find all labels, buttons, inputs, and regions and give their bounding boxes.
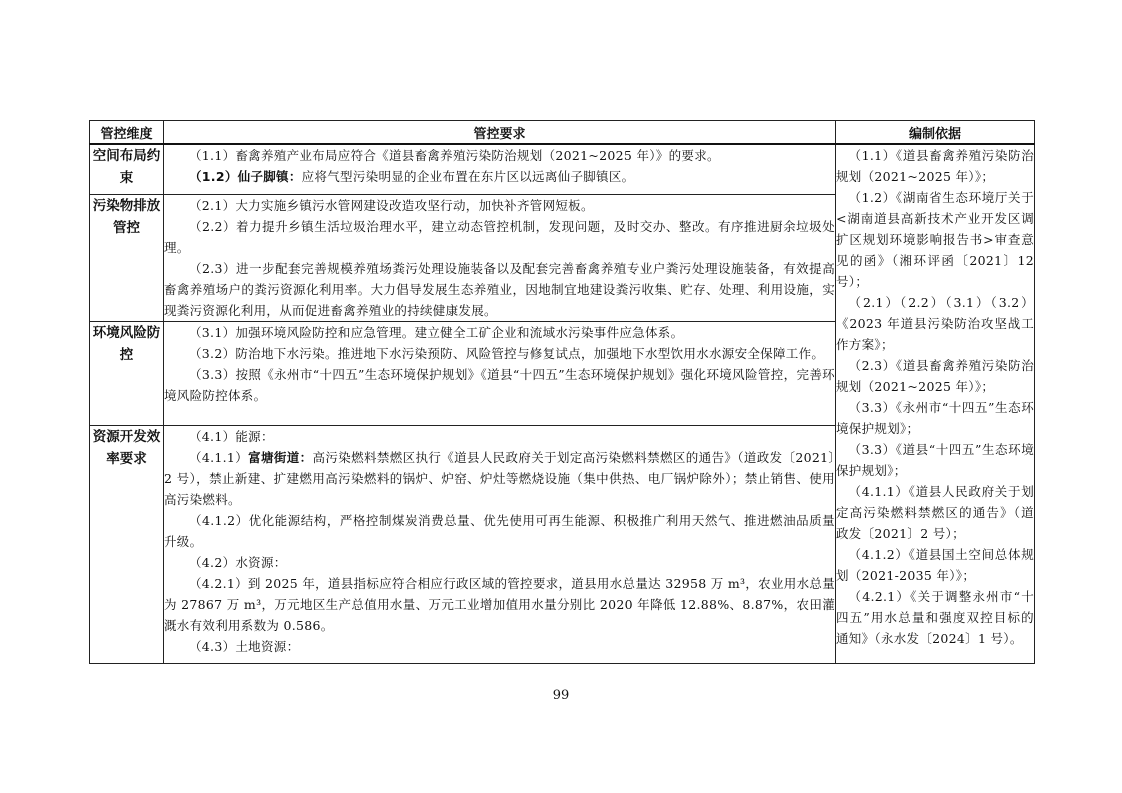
requirement-paragraph: （2.1）大力实施乡镇污水管网建设改造攻坚行动，加快补齐管网短板。 — [189, 197, 594, 213]
header-dimension: 管控维度 — [90, 121, 164, 145]
basis-item: （1.1）《道县畜禽养殖污染防治规划（2021~2025 年）》； — [836, 148, 1034, 184]
requirement-paragraph: （1.1）畜禽养殖产业布局应符合《道县畜禽养殖污染防治规划（2021~2025 年）》的要求。 — [189, 148, 720, 163]
requirement-cell — [164, 194, 836, 321]
table-row — [90, 144, 1035, 194]
requirement-paragraph: （4.2.1）到 2025 年，道县指标应符合相应行政区域的管控要求，道县用水总量达 32958 万 m³，农业用水总量为 27867 万 m³，万元地区生产总值用水量、万元工业增加值用水量分别比 2020 年降低 12.88%、8.87%，农田灌溉水有效利用系数为 0.586。 — [164, 575, 835, 633]
requirement-paragraph: （3.2）防治地下水污染。推进地下水污染预防、风险管控与修复试点，加强地下水型饮用水水源安全保障工作。 — [189, 345, 825, 361]
header-basis: 编制依据 — [836, 121, 1035, 145]
dimension-cell: 资源开发效率要求 — [90, 425, 164, 663]
requirement-paragraph: （3.1）加强环境风险防控和应急管理。建立健全工矿企业和流域水污染事件应急体系。 — [189, 324, 684, 340]
dimension-cell: 污染物排放管控 — [90, 194, 164, 321]
requirement-cell — [164, 425, 836, 663]
header-requirement: 管控要求 — [164, 121, 836, 145]
dimension-cell: 环境风险防控 — [90, 321, 164, 425]
location-label: 富塘街道： — [248, 449, 313, 465]
requirement-paragraph: （3.3）按照《永州市“十四五”生态环境保护规划》《道县“十四五”生态环境保护规划》强化环境风险管控，完善环境风险防控体系。 — [164, 366, 835, 403]
requirement-paragraph: （2.2）着力提升乡镇生活垃圾治理水平，建立动态管控机制，发现问题，及时交办、整改。有序推进厨余垃圾处理。 — [164, 218, 835, 255]
table-header-row — [90, 121, 1035, 145]
requirement-paragraph: （4.2）水资源： — [189, 554, 287, 570]
basis-item: （3.3）《永州市“十四五”生态环境保护规划》； — [836, 400, 1034, 436]
dimension-cell: 空间布局约束 — [90, 144, 164, 194]
basis-item: （4.2.1）《关于调整永州市“十四五”用水总量和强度双控目标的通知》（永水发〔2024〕1 号）。 — [836, 589, 1034, 646]
requirement-paragraph: （4.1）能源： — [189, 428, 274, 444]
basis-item: （1.2）《湖南省生态环境厅关于<湖南道县高新技术产业开发区调扩区规划环境影响报告书>审查意见的函》（湘环评函〔2021〕12 号）； — [836, 190, 1034, 289]
basis-cell — [836, 144, 1035, 663]
page-number: 99 — [552, 688, 570, 703]
requirement-paragraph: （4.3）土地资源： — [189, 638, 300, 654]
item-number: （4.1.1） — [189, 449, 249, 465]
requirement-paragraph: （2.3）进一步配套完善规模养殖场粪污处理设施装备以及配套完善畜禽养殖专业户粪污处理设施装备，有效提高畜禽养殖场户的粪污资源化利用率。大力倡导发展生态养殖业，因地制宜地建设粪污收集、贮存、处理、利用设施，实现粪污资源化利用，从而促进畜禽养殖业的持续健康发展。 — [164, 260, 835, 318]
requirement-paragraph — [164, 447, 835, 510]
basis-item: （4.1.2）《道县国土空间总体规划（2021-2035 年）》； — [836, 547, 1034, 583]
requirement-cell — [164, 321, 836, 425]
requirement-cell — [164, 144, 836, 194]
requirement-text: 高污染燃料禁燃区执行《道县人民政府关于划定高污染燃料禁燃区的通告》（道政发〔2021〕2 号），禁止新建、扩建燃用高污染燃料的锅炉、炉窑、炉灶等燃烧设施（集中供热、电厂锅炉除外）；禁止销售、使用高污染燃料。 — [164, 449, 835, 507]
requirement-text: 应将气型污染明显的企业布置在东片区以远离仙子脚镇区。 — [301, 169, 635, 184]
location-label: （1.2）仙子脚镇： — [189, 169, 302, 184]
regulation-table — [89, 120, 1035, 664]
basis-item: （2.3）《道县畜禽养殖污染防治规划（2021~2025 年）》； — [836, 358, 1034, 394]
basis-item: （4.1.1）《道县人民政府关于划定高污染燃料禁燃区的通告》（道政发〔2021〕2 号）； — [836, 484, 1034, 541]
requirement-paragraph: （4.1.2）优化能源结构，严格控制煤炭消费总量、优先使用可再生能源、积极推广利用天然气、推进燃油品质量升级。 — [164, 512, 835, 549]
basis-item: （2.1）（2.2）（3.1）（3.2）《2023 年道县污染防治攻坚战工作方案》； — [836, 295, 1034, 352]
requirement-paragraph — [164, 166, 835, 187]
basis-item: （3.3）《道县“十四五”生态环境保护规划》； — [836, 442, 1034, 478]
